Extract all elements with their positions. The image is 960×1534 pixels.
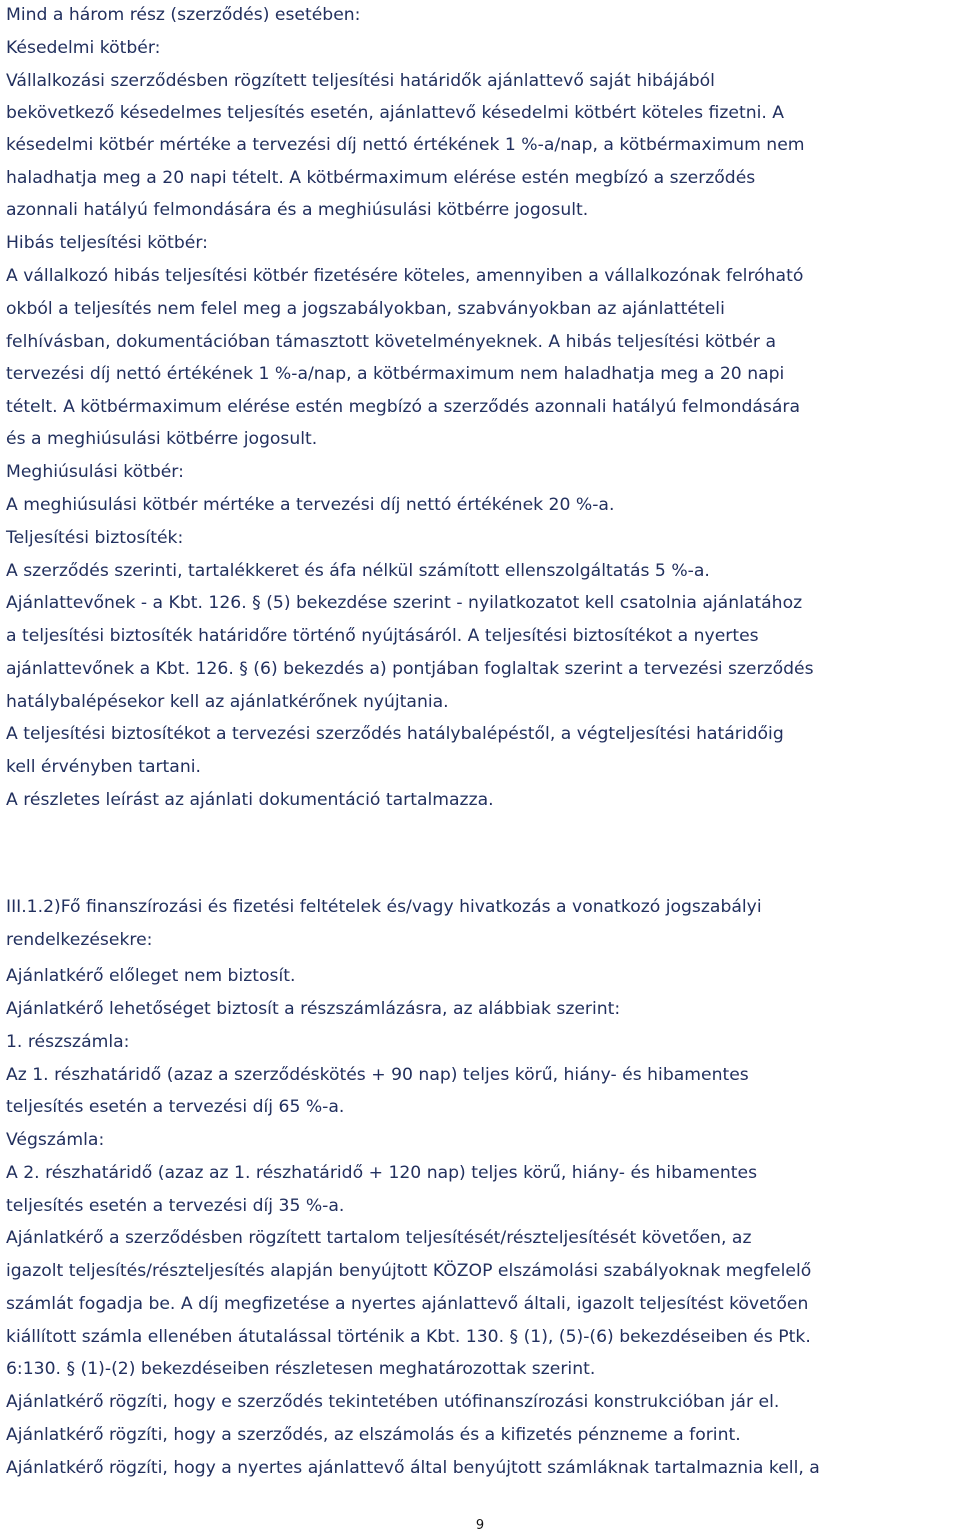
text-line: Ajánlatkérő rögzíti, hogy e szerződés tekintetében utófinanszírozási konstrukcióban jár el. — [6, 1392, 780, 1412]
text-line-heading: Meghiúsulási kötbér: — [6, 462, 184, 482]
text-line: A részletes leírást az ajánlati dokumentáció tartalmazza. — [6, 790, 494, 810]
text-line: A meghiúsulási kötbér mértéke a tervezési díj nettó értékének 20 %-a. — [6, 495, 615, 515]
text-line-heading: Késedelmi kötbér: — [6, 38, 161, 58]
text-line: haladhatja meg a 20 napi tételt. A kötbérmaximum elérése estén megbízó a szerződés — [6, 168, 756, 188]
text-line: Ajánlatkérő rögzíti, hogy a szerződés, az elszámolás és a kifizetés pénzneme a forint. — [6, 1425, 741, 1445]
page-number: 9 — [475, 1518, 485, 1533]
text-line: Ajánlatkérő előleget nem biztosít. — [6, 966, 296, 986]
text-line: tervezési díj nettó értékének 1 %-a/nap, a kötbérmaximum nem haladhatja meg a 20 napi — [6, 364, 785, 384]
text-line: ajánlattevőnek a Kbt. 126. § (6) bekezdés a) pontjában foglaltak szerint a tervezési szerződés — [6, 659, 814, 679]
text-line: igazolt teljesítés/részteljesítés alapján benyújtott KÖZOP elszámolási szabályoknak megfelelő — [6, 1261, 812, 1281]
text-line-heading: Teljesítési biztosíték: — [6, 528, 184, 548]
text-line: a teljesítési biztosíték határidőre történő nyújtásáról. A teljesítési biztosítékot a nyertes — [6, 626, 759, 646]
text-line: okból a teljesítés nem felel meg a jogszabályokban, szabványokban az ajánlattételi — [6, 299, 725, 319]
text-line: teljesítés esetén a tervezési díj 35 %-a. — [6, 1196, 345, 1216]
text-line: A 2. részhatáridő (azaz az 1. részhatáridő + 120 nap) teljes körű, hiány- és hibamentes — [6, 1163, 758, 1183]
text-line: Az 1. részhatáridő (azaz a szerződéskötés + 90 nap) teljes körű, hiány- és hibamentes — [6, 1065, 749, 1085]
text-line: tételt. A kötbérmaximum elérése estén megbízó a szerződés azonnali hatályú felmondására — [6, 397, 801, 417]
text-line: Ajánlatkérő lehetőséget biztosít a részszámlázásra, az alábbiak szerint: — [6, 999, 621, 1019]
text-line: Ajánlatkérő a szerződésben rögzített tartalom teljesítését/részteljesítését követően, az — [6, 1228, 752, 1248]
text-line: Ajánlattevőnek - a Kbt. 126. § (5) bekezdése szerint - nyilatkozatot kell csatolnia ajánlatához — [6, 593, 803, 613]
text-line: Ajánlatkérő rögzíti, hogy a nyertes ajánlattevő által benyújtott számláknak tartalmaznia kell, a — [6, 1458, 820, 1478]
text-line-heading: 1. részszámla: — [6, 1032, 130, 1052]
text-line: késedelmi kötbér mértéke a tervezési díj nettó értékének 1 %-a/nap, a kötbérmaximum nem — [6, 135, 805, 155]
text-line: azonnali hatályú felmondására és a meghiúsulási kötbérre jogosult. — [6, 200, 589, 220]
section-heading: III.1.2)Fő finanszírozási és fizetési feltételek és/vagy hivatkozás a vonatkozó jogszabályi — [6, 897, 762, 917]
text-line: kell érvényben tartani. — [6, 757, 201, 777]
text-line: felhívásban, dokumentációban támasztott követelményeknek. A hibás teljesítési kötbér a — [6, 332, 776, 352]
text-line-heading: Végszámla: — [6, 1130, 105, 1150]
text-line: kiállított számla ellenében átutalással történik a Kbt. 130. § (1), (5)-(6) bekezdéseiben és Ptk. — [6, 1327, 811, 1347]
text-line-heading: Hibás teljesítési kötbér: — [6, 233, 208, 253]
text-line: 6:130. § (1)-(2) bekezdéseiben részletesen meghatározottak szerint. — [6, 1359, 596, 1379]
text-line: hatálybalépésekor kell az ajánlatkérőnek nyújtania. — [6, 692, 449, 712]
text-line: A vállalkozó hibás teljesítési kötbér fizetésére köteles, amennyiben a vállalkozónak felróható — [6, 266, 804, 286]
text-line: Vállalkozási szerződésben rögzített teljesítési határidők ajánlattevő saját hibájából — [6, 71, 715, 91]
text-line: teljesítés esetén a tervezési díj 65 %-a. — [6, 1097, 345, 1117]
text-line-subheading: Mind a három rész (szerződés) esetében: — [6, 5, 361, 25]
text-line: számlát fogadja be. A díj megfizetése a nyertes ajánlattevő általi, igazolt teljesítést követően — [6, 1294, 809, 1314]
text-line: bekövetkező késedelmes teljesítés esetén, ajánlattevő késedelmi kötbért köteles fizetni. A — [6, 103, 785, 123]
text-line: A teljesítési biztosítékot a tervezési szerződés hatálybalépéstől, a végteljesítési határidőig — [6, 724, 784, 744]
text-line: és a meghiúsulási kötbérre jogosult. — [6, 429, 318, 449]
section-heading: rendelkezésekre: — [6, 930, 153, 950]
text-line: A szerződés szerinti, tartalékkeret és áfa nélkül számított ellenszolgáltatás 5 %-a. — [6, 561, 710, 581]
